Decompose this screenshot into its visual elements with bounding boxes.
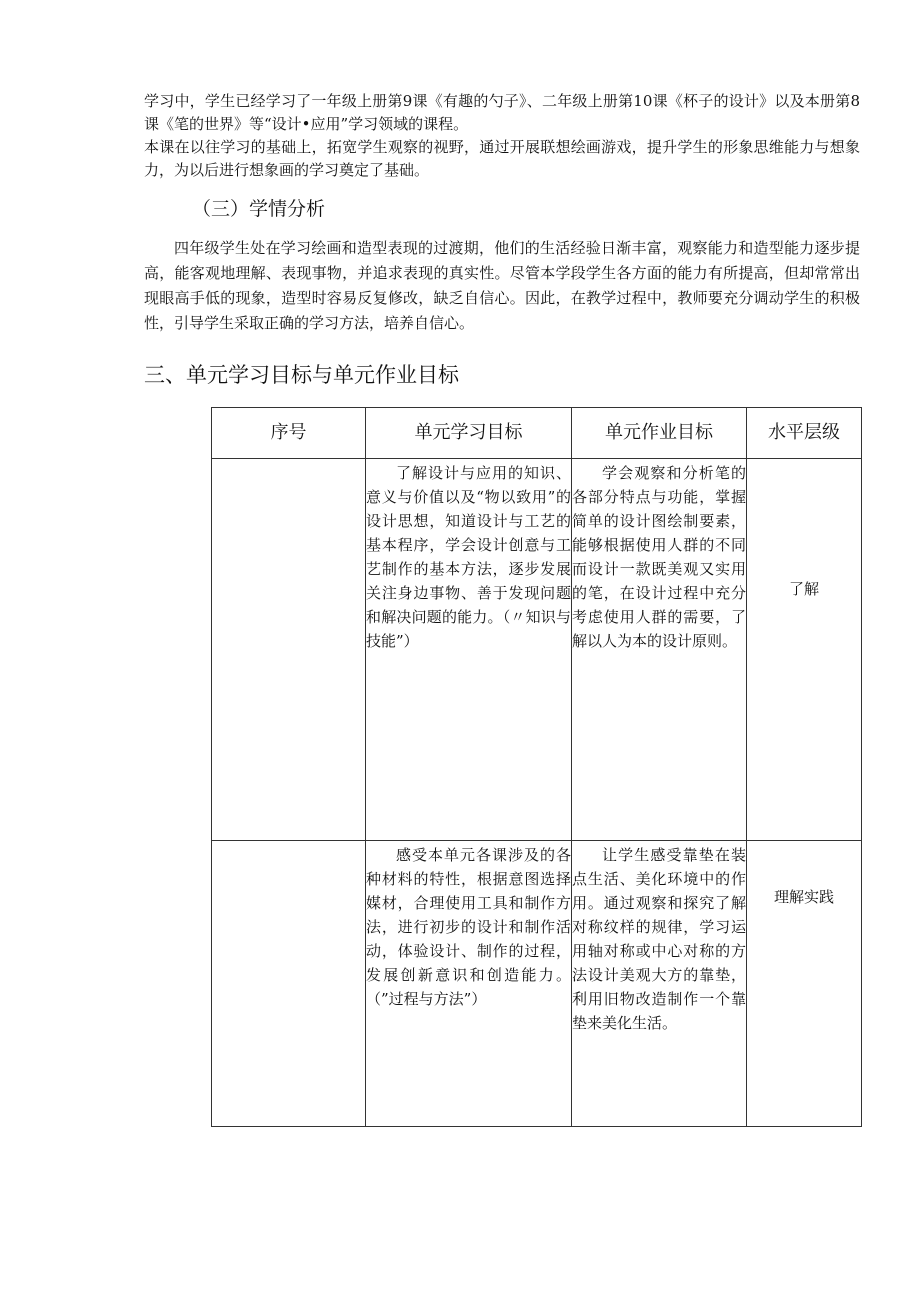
learning-analysis-body: 四年级学生处在学习绘画和造型表现的过渡期，他们的生活经验日渐丰富，观察能力和造型能力逐步提高，能客观地理解、表现事物，并追求表现的真实性。尽管本学段学生各方面的能力有所提高，但却常常出现眼高手低的现象，造型时容易反复修改，缺乏自信心。因此，在教学过程中，教师要充分调动学生的积极性，引导学生采取正确的学习方法，培养自信心。	[144, 239, 860, 332]
learning-goal-cell: 感受本单元各课涉及的各种材料的特性，根据意图选择媒材，合理使用工具和制作方法，进行初步的设计和制作活动，体验设计、制作的过程，发展创新意识和创造能力。（”过程与方法”）	[366, 841, 572, 1127]
header-learning-goal: 单元学习目标	[366, 408, 572, 459]
homework-goal-cell: 学会观察和分析笔的各部分特点与功能，掌握简单的设计图绘制要素，能够根据使用人群的不同而设计一款既美观又实用的笔，在设计过程中充分考虑使用人群的需要，了解以人为本的设计原则。	[572, 459, 747, 841]
header-index: 序号	[212, 408, 366, 459]
table-header-row	[212, 408, 862, 459]
level-cell: 理解实践	[747, 841, 862, 1127]
section-heading: 三、单元学习目标与单元作业目标	[144, 363, 459, 387]
homework-goal-cell: 让学生感受靠垫在装点生活、美化环境中的作用。通过观察和探究了解对称纹样的规律，学习运用轴对称或中心对称的方法设计美观大方的靠垫，利用旧物改造制作一个靠垫来美化生活。	[572, 841, 747, 1127]
intro-paragraph-1: 学习中，学生已经学习了一年级上册第9课《有趣的勺子》、二年级上册第10课《杯子的设计》以及本册第8课《笔的世界》等“设计•应用”学习领域的课程。	[144, 92, 860, 133]
learning-goal-cell: 了解设计与应用的知识、意义与价值以及“物以致用”的设计思想，知道设计与工艺的基本程序，学会设计创意与工艺制作的基本方法，逐步发展关注身边事物、善于发现问题和解决问题的能力。（〃知识与技能”）	[366, 459, 572, 841]
header-homework-goal: 单元作业目标	[572, 408, 747, 459]
goals-table	[211, 407, 862, 1127]
table-row	[212, 841, 862, 1127]
row-index	[212, 841, 366, 1127]
level-cell: 了解	[747, 459, 862, 841]
table-row	[212, 459, 862, 841]
intro-paragraph-2: 本课在以往学习的基础上，拓宽学生观察的视野，通过开展联想绘画游戏，提升学生的形象思维能力与想象力，为以后进行想象画的学习奠定了基础。	[144, 138, 860, 179]
learning-analysis-heading: （三）学情分析	[192, 198, 326, 220]
row-index	[212, 459, 366, 841]
header-level: 水平层级	[747, 408, 862, 459]
